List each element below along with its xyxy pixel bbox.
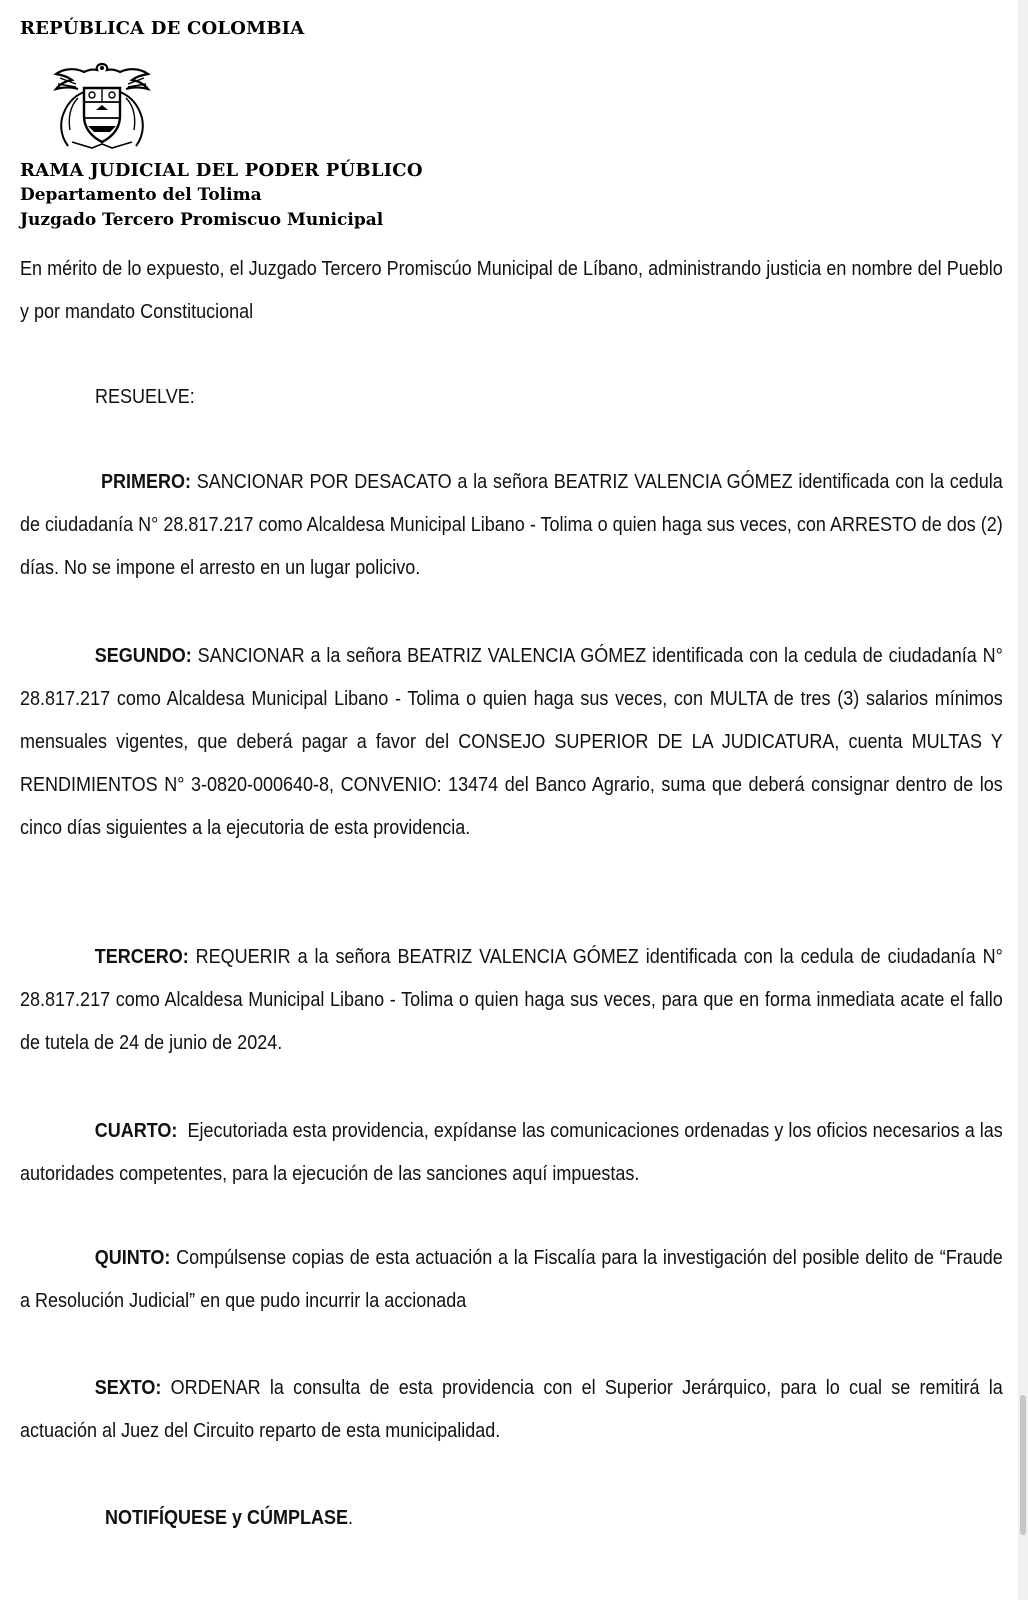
branch-heading: RAMA JUDICIAL DEL PODER PÚBLICO [20, 160, 423, 181]
closing-period: . [348, 1507, 354, 1529]
resolution-cuarto [20, 1110, 1008, 1196]
country-heading: REPÚBLICA DE COLOMBIA [20, 18, 305, 39]
intro-paragraph: En mérito de lo expuesto, el Juzgado Tercero Promiscúo Municipal de Líbano, administrando justicia en nombre del Pueblo y por mandato Constitucional [20, 258, 1003, 323]
quinto-text: Compúlsense copias de esta actuación a la Fiscalía para la investigación del posible delito de “Fraude a Resolución Judicial” en que pudo incurrir la accionada [20, 1247, 1003, 1312]
sexto-text: ORDENAR la consulta de esta providencia con el Superior Jerárquico, para lo cual se remitirá la actuación al Juez del Circuito reparto de esta municipalidad. [20, 1377, 1003, 1442]
resolution-quinto [20, 1237, 1003, 1323]
segundo-label: SEGUNDO: [94, 645, 192, 667]
department-heading: Departamento del Tolima [20, 185, 262, 205]
primero-text: SANCIONAR POR DESACATO a la señora BEATRIZ VALENCIA GÓMEZ identificada con la cedula de ciudadanía N° 28.817.217 como Alcaldesa Municipal Libano - Tolima o quien haga sus veces, con ARRESTO de dos (2) días. No se impone el arresto en un lugar policivo. [20, 471, 1003, 579]
cuarto-label: CUARTO: [94, 1120, 178, 1142]
resolution-primero [20, 461, 1003, 590]
closing-label: NOTIFÍQUESE y CÚMPLASE [105, 1507, 349, 1529]
cuarto-text: Ejecutoriada esta providencia, expídanse las comunicaciones ordenadas y los oficios necesarios a las autoridades competentes, para la ejecución de las sanciones aquí impuestas. [20, 1120, 1008, 1185]
colombia-coat-of-arms-icon [48, 58, 156, 154]
resolution-tercero [20, 936, 1003, 1065]
resuelve-heading: RESUELVE: [95, 386, 195, 408]
tercero-label: TERCERO: [94, 946, 189, 968]
resolution-sexto [20, 1367, 1003, 1453]
primero-label: PRIMERO: [101, 471, 191, 493]
quinto-label: QUINTO: [94, 1247, 171, 1269]
tercero-text: REQUERIR a la señora BEATRIZ VALENCIA GÓMEZ identificada con la cedula de ciudadanía N° 28.817.217 como Alcaldesa Municipal Libano - Tolima o quien haga sus veces, para que en forma inmediata acate el fallo de tutela de 24 de junio de 2024. [20, 946, 1003, 1054]
segundo-text: SANCIONAR a la señora BEATRIZ VALENCIA GÓMEZ identificada con la cedula de ciudadanía N° 28.817.217 como Alcaldesa Municipal Libano - Tolima o quien haga sus veces, con MULTA de tres (3) salarios mínimos mensuales vigentes, que deberá pagar a favor del CONSEJO SUPERIOR DE LA JUDICATURA, cuenta MULTAS Y RENDIMIENTOS N° 3-0820-000640-8, CONVENIO: 13474 del Banco Agrario, suma que deberá consignar dentro de los cinco días siguientes a la ejecutoria de esta providencia. [20, 645, 1003, 839]
scrollbar-thumb[interactable] [1020, 1395, 1026, 1535]
closing-line [105, 1497, 915, 1540]
court-heading: Juzgado Tercero Promiscuo Municipal [20, 210, 384, 230]
scrollbar-track[interactable] [1018, 0, 1028, 1600]
sexto-label: SEXTO: [94, 1377, 162, 1399]
resolution-segundo [20, 635, 1003, 850]
